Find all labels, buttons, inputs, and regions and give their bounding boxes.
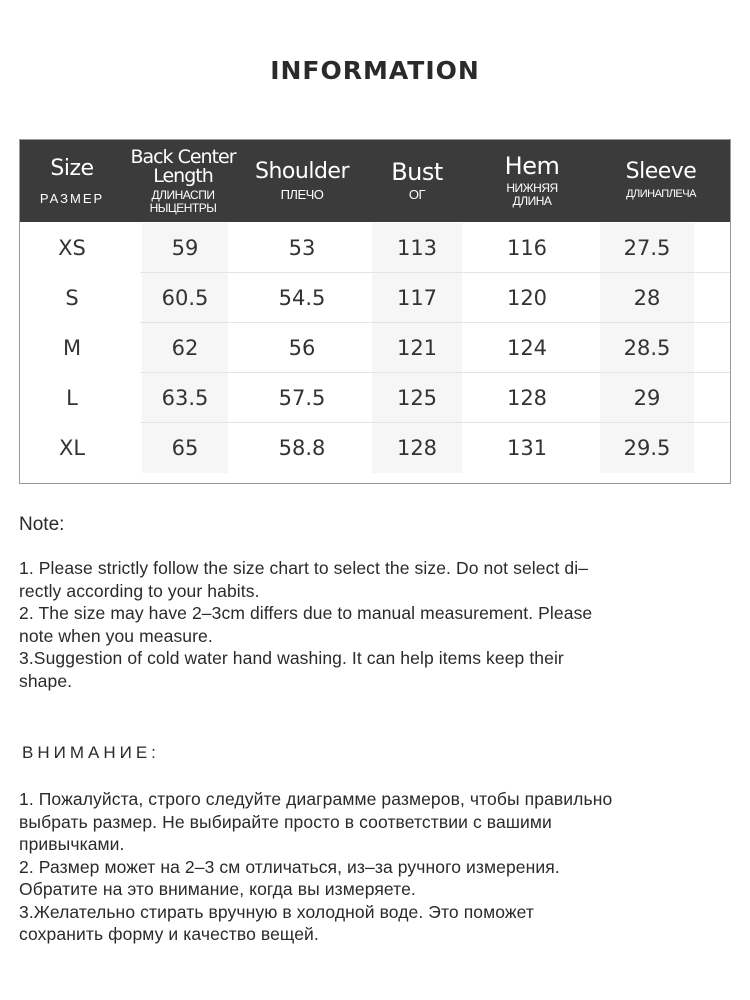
sleeve-cell: 27.5	[600, 223, 694, 273]
bust-cell: 121	[372, 323, 462, 373]
table-row	[20, 423, 730, 473]
header-size-label: Size	[50, 155, 94, 181]
note-line: 1. Please strictly follow the size chart to select the size. Do not select di–	[19, 558, 589, 578]
shoulder-cell: 54.5	[278, 286, 326, 310]
header-sleeve-label-ru: ДЛИНАПЛЕЧА	[626, 188, 696, 200]
note-body-en	[19, 557, 719, 692]
note-line: 2. The size may have 2–3cm differs due to manual measurement. Please	[19, 603, 593, 623]
note-line: note when you measure.	[19, 625, 213, 646]
note-line: 3.Suggestion of cold water hand washing. It can help items keep their	[19, 648, 564, 668]
note-line: сохранить форму и качество вещей.	[19, 924, 319, 944]
table-row	[20, 373, 730, 423]
note-line: 1. Пожалуйста, строго следуйте диаграмме размеров, чтобы правильно	[19, 789, 613, 809]
shoulder-cell: 53	[288, 236, 316, 260]
header-sleeve	[592, 140, 730, 222]
back-center-length-cell: 65	[142, 423, 228, 473]
note-line: привычками.	[19, 834, 125, 854]
back-center-length-cell: 59	[142, 223, 228, 273]
size-cell: S	[65, 286, 79, 310]
header-sleeve-label: Sleeve	[625, 159, 697, 184]
table-row	[20, 273, 730, 323]
header-shoulder-label: Shoulder	[255, 159, 349, 184]
note-section-ru	[19, 743, 719, 946]
note-title-ru: ВНИМАНИЕ:	[22, 743, 160, 762]
header-back-center-length	[124, 140, 242, 222]
note-line: выбрать размер. Не выбирайте просто в соответствии с вашими	[19, 811, 552, 832]
bust-cell: 128	[372, 423, 462, 473]
page-title: INFORMATION	[270, 56, 480, 85]
note-title-en: Note:	[19, 514, 65, 535]
size-table	[19, 139, 731, 484]
note-line: shape.	[19, 670, 73, 691]
back-center-length-cell: 63.5	[142, 373, 228, 423]
bust-cell: 117	[372, 273, 462, 323]
shoulder-cell: 58.8	[278, 436, 326, 460]
sleeve-cell: 29.5	[600, 423, 694, 473]
table-row	[20, 223, 730, 273]
hem-cell: 120	[506, 286, 548, 310]
header-size	[20, 140, 124, 222]
hem-cell: 124	[506, 336, 548, 360]
header-back-center-length-label: Back Center Length	[130, 145, 236, 187]
bust-cell: 113	[372, 223, 462, 273]
header-bust	[362, 140, 472, 222]
header-bust-label: Bust	[391, 158, 443, 186]
note-body-ru	[19, 788, 719, 946]
bust-cell: 125	[372, 373, 462, 423]
size-cell: XS	[58, 236, 86, 260]
back-center-length-cell: 60.5	[142, 273, 228, 323]
note-section-en	[19, 514, 719, 692]
header-hem-label: Hem	[504, 151, 560, 180]
table-header	[20, 140, 730, 222]
header-bust-label-ru: ОГ	[408, 187, 426, 202]
size-cell: L	[66, 386, 78, 410]
header-shoulder-label-ru: ПЛЕЧО	[280, 187, 324, 202]
note-line: 2. Размер может на 2–3 см отличаться, из–за ручного измерения.	[19, 856, 560, 877]
note-line: Обратите на это внимание, когда вы измеряете.	[19, 879, 416, 899]
table-row	[20, 323, 730, 373]
header-size-label-ru: РАЗМЕР	[39, 190, 105, 206]
sleeve-cell: 28.5	[600, 323, 694, 373]
shoulder-cell: 56	[288, 336, 316, 360]
size-cell: XL	[58, 436, 86, 460]
header-back-center-length-label-ru: ДЛИНАСПИ НЫЦЕНТРЫ	[149, 187, 217, 215]
sleeve-cell: 29	[600, 373, 694, 423]
note-line: 3.Желательно стирать вручную в холодной воде. Это поможет	[19, 901, 535, 922]
back-center-length-cell: 62	[142, 323, 228, 373]
header-shoulder	[242, 140, 362, 222]
hem-cell: 131	[506, 436, 548, 460]
note-line: rectly according to your habits.	[19, 580, 260, 601]
size-cell: M	[62, 336, 82, 360]
header-hem-label-ru: НИЖНЯЯ ДЛИНА	[506, 180, 558, 208]
shoulder-cell: 57.5	[278, 386, 326, 410]
header-hem	[472, 140, 592, 222]
hem-cell: 116	[506, 236, 548, 260]
sleeve-cell: 28	[600, 273, 694, 323]
hem-cell: 128	[506, 386, 548, 410]
